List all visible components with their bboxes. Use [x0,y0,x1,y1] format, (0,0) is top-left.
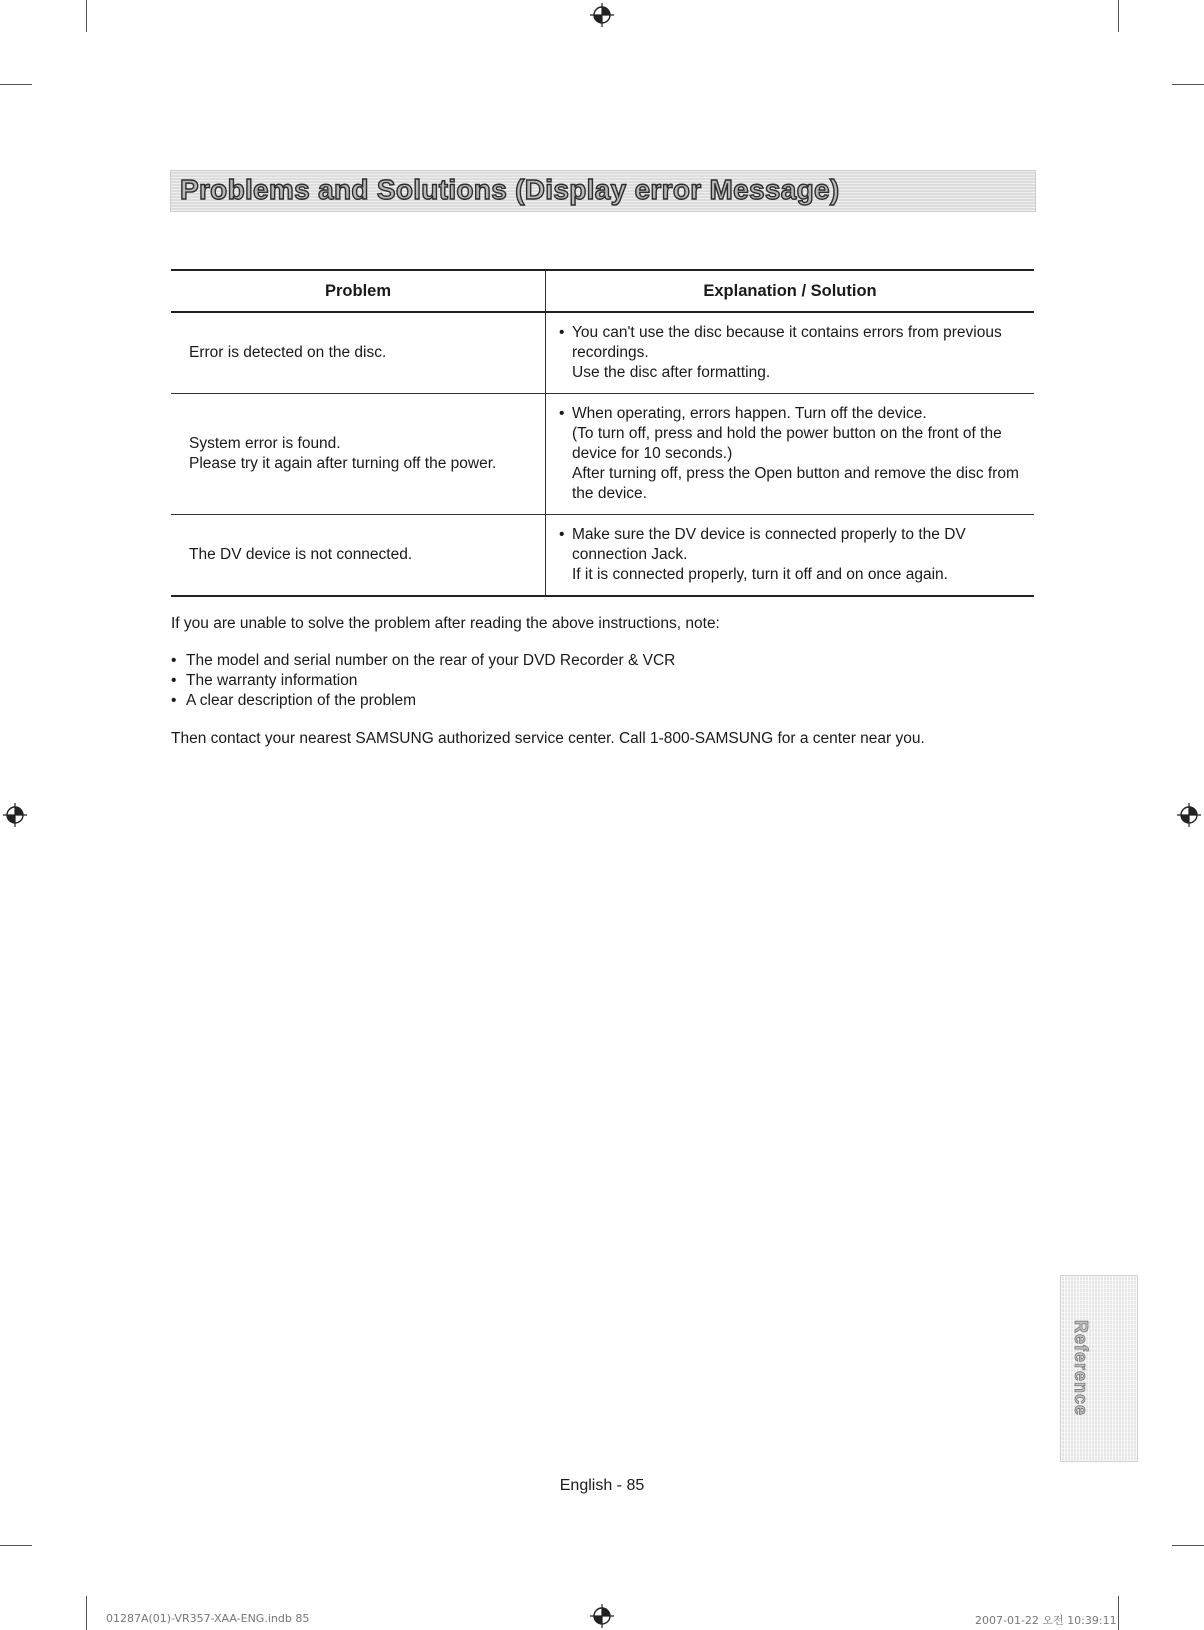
solution-line: • You can't use the disc because it contains errors from previous [559,324,1002,341]
registration-mark-icon [589,1603,615,1629]
solution-line: device for 10 seconds.) [572,445,733,462]
problem-text: The DV device is not connected. [189,546,413,563]
crop-mark [1118,1596,1119,1630]
print-slug-date: 2007-01-22 오전 10:39:11 [975,1614,1117,1627]
list-item: • A clear description of the problem [171,691,675,711]
solution-line: connection Jack. [572,546,688,563]
list-item: • The model and serial number on the rear of your DVD Recorder & VCR [171,651,675,671]
column-header-solution: Explanation / Solution [546,270,1035,312]
crop-mark [1118,0,1119,32]
solution-line: After turning off, press the Open button and remove the disc from [572,465,1019,482]
solution-line: Use the disc after formatting. [572,364,771,381]
registration-mark-icon [589,2,615,28]
table-row [171,394,1034,515]
registration-mark-icon [1176,802,1202,828]
bullet-icon: • [559,526,565,543]
crop-mark [86,0,87,32]
table-row [171,515,1034,597]
problem-cell [171,515,546,597]
solution-cell [546,515,1035,597]
solution-cell [546,394,1035,515]
solution-line: (To turn off, press and hold the power button on the front of the [572,425,1002,442]
registration-mark-icon [2,802,28,828]
crop-mark [86,1596,87,1630]
solution-line: • Make sure the DV device is connected properly to the DV [559,526,966,543]
list-item: • The warranty information [171,671,675,691]
crop-mark [1172,84,1204,85]
solution-line: If it is connected properly, turn it off and on once again. [572,566,948,583]
section-tab-label: Reference [1071,1320,1091,1417]
table-row [171,312,1034,394]
note-list [171,651,675,711]
page-title: Problems and Solutions (Display error Message) [180,174,840,205]
problems-table [171,269,1034,597]
problem-cell [171,312,546,394]
table-header-row [171,270,1034,312]
crop-mark [1172,1545,1204,1546]
note-intro: If you are unable to solve the problem after reading the above instructions, note: [171,615,720,632]
problem-cell [171,394,546,515]
crop-mark [0,1545,32,1546]
solution-cell [546,312,1035,394]
solution-line: the device. [572,485,647,502]
bullet-icon: • [559,405,565,422]
column-header-problem: Problem [171,270,546,312]
page-number: English - 85 [559,1477,645,1494]
crop-mark [0,84,32,85]
bullet-icon: • [559,324,565,341]
problem-text: System error is found. [189,435,341,452]
solution-line: • When operating, errors happen. Turn off the device. [559,405,927,422]
problem-text: Please try it again after turning off the power. [189,455,497,472]
problem-text: Error is detected on the disc. [189,344,387,361]
contact-text: Then contact your nearest SAMSUNG authorized service center. Call 1-800-SAMSUNG for a center near you. [171,730,925,747]
solution-line: recordings. [572,344,649,361]
print-slug-file: 01287A(01)-VR357-XAA-ENG.indb 85 [106,1612,310,1625]
